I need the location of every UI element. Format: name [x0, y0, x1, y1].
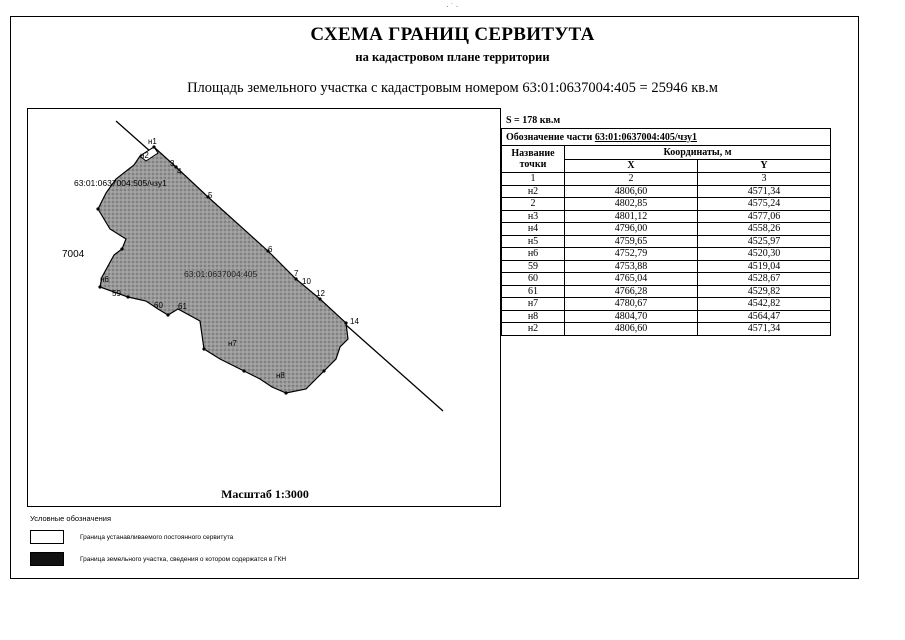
cell-x: 4796,00 — [565, 223, 698, 236]
legend-text-easement: Граница устанавливаемого постоянного сервитута — [80, 534, 234, 541]
cell-x: 4802,85 — [565, 198, 698, 211]
cadastral-map — [27, 108, 501, 507]
table-row — [502, 310, 831, 323]
cell-y: 4528,67 — [697, 273, 830, 286]
quarter-label: 7004 — [62, 249, 85, 260]
cell-name: н7 — [502, 298, 565, 311]
easement-area: S = 178 кв.м — [506, 115, 561, 126]
part-label: Обозначение части — [506, 131, 593, 143]
table-row — [502, 298, 831, 311]
col-x-header: X — [565, 159, 698, 173]
coordinates-table — [501, 128, 831, 336]
point-label: 12 — [316, 289, 325, 298]
point-label: н2 — [140, 151, 149, 160]
cell-x: 4765,04 — [565, 273, 698, 286]
cell-x: 4801,12 — [565, 210, 698, 223]
point-label: 14 — [350, 317, 359, 326]
column-number-row — [502, 173, 831, 186]
cell-name: 61 — [502, 285, 565, 298]
table-row — [502, 185, 831, 198]
cell-name: н2 — [502, 185, 565, 198]
cell-y: 4577,06 — [697, 210, 830, 223]
map-scale: Масштаб 1:3000 — [221, 487, 309, 501]
table-row — [502, 285, 831, 298]
legend-title: Условные обозначения — [30, 514, 112, 523]
point-label: н6 — [100, 275, 109, 284]
cell-x: 4752,79 — [565, 248, 698, 261]
cell-name: н5 — [502, 235, 565, 248]
cell-x: 4804,70 — [565, 310, 698, 323]
table-row — [502, 323, 831, 336]
coordinates-body — [502, 185, 831, 335]
cell-x: 4806,60 — [565, 323, 698, 336]
table-row — [502, 248, 831, 261]
cell-x: 4766,28 — [565, 285, 698, 298]
page-subtitle: на кадастровом плане территории — [355, 50, 550, 64]
part-row — [502, 129, 831, 146]
cell-y: 4525,97 — [697, 235, 830, 248]
point-label: 61 — [178, 302, 187, 311]
map-drawing — [28, 109, 501, 507]
cell-name: н2 — [502, 323, 565, 336]
legend-swatch-parcel — [30, 552, 64, 566]
table-row — [502, 223, 831, 236]
point-label: н1 — [148, 137, 157, 146]
cell-y: 4571,34 — [697, 185, 830, 198]
point-label: 4 — [177, 167, 182, 176]
table-row — [502, 260, 831, 273]
header-row — [502, 146, 831, 160]
cell-y: 4542,82 — [697, 298, 830, 311]
cell-name: н3 — [502, 210, 565, 223]
cell-name: н8 — [502, 310, 565, 323]
part-number: 63:01:0637004:405/чзу1 — [594, 131, 698, 143]
parcel-label-top: 63:01:0637004:505/чзу1 — [74, 178, 167, 188]
legend-text-parcel: Граница земельного участка, сведения о котором содержатся в ГКН — [80, 556, 287, 563]
table-row — [502, 235, 831, 248]
col-coords-header: Координаты, м — [565, 146, 831, 160]
cell-x: 4806,60 — [565, 185, 698, 198]
cell-y: 4558,26 — [697, 223, 830, 236]
point-label: 59 — [112, 289, 121, 298]
cell-y: 4529,82 — [697, 285, 830, 298]
table-row — [502, 273, 831, 286]
cell-y: 4575,24 — [697, 198, 830, 211]
point-label: 3 — [170, 159, 175, 168]
table-row — [502, 210, 831, 223]
point-label: 6 — [268, 245, 273, 254]
col-num: 2 — [565, 173, 698, 186]
cell-name: 59 — [502, 260, 565, 273]
scan-artifact: · ˙ · — [446, 2, 459, 11]
point-label: 60 — [154, 301, 163, 310]
cell-y: 4519,04 — [697, 260, 830, 273]
page-title: СХЕМА ГРАНИЦ СЕРВИТУТА — [310, 24, 595, 45]
cell-x: 4759,65 — [565, 235, 698, 248]
cell-name: 60 — [502, 273, 565, 286]
cell-y: 4564,47 — [697, 310, 830, 323]
col-num: 1 — [502, 173, 565, 186]
table-row — [502, 198, 831, 211]
cell-name: н4 — [502, 223, 565, 236]
col-y-header: Y — [697, 159, 830, 173]
cell-x: 4780,67 — [565, 298, 698, 311]
cell-name: н6 — [502, 248, 565, 261]
point-label: 10 — [302, 277, 311, 286]
point-label: 7 — [294, 269, 299, 278]
col-num: 3 — [697, 173, 830, 186]
point-label: н7 — [228, 339, 237, 348]
cell-y: 4520,30 — [697, 248, 830, 261]
parcel-area-line: Площадь земельного участка с кадастровым номером 63:01:0637004:405 = 25946 кв.м — [187, 80, 718, 96]
parcel-label-center: 63:01:0637004:405 — [184, 269, 258, 279]
cell-y: 4571,34 — [697, 323, 830, 336]
col-name-header: Название точки — [502, 146, 565, 173]
point-label: 5 — [208, 191, 213, 200]
legend-swatch-easement — [30, 530, 64, 544]
part-cell — [502, 129, 831, 146]
point-label: н8 — [276, 371, 285, 380]
cell-name: 2 — [502, 198, 565, 211]
cell-x: 4753,88 — [565, 260, 698, 273]
